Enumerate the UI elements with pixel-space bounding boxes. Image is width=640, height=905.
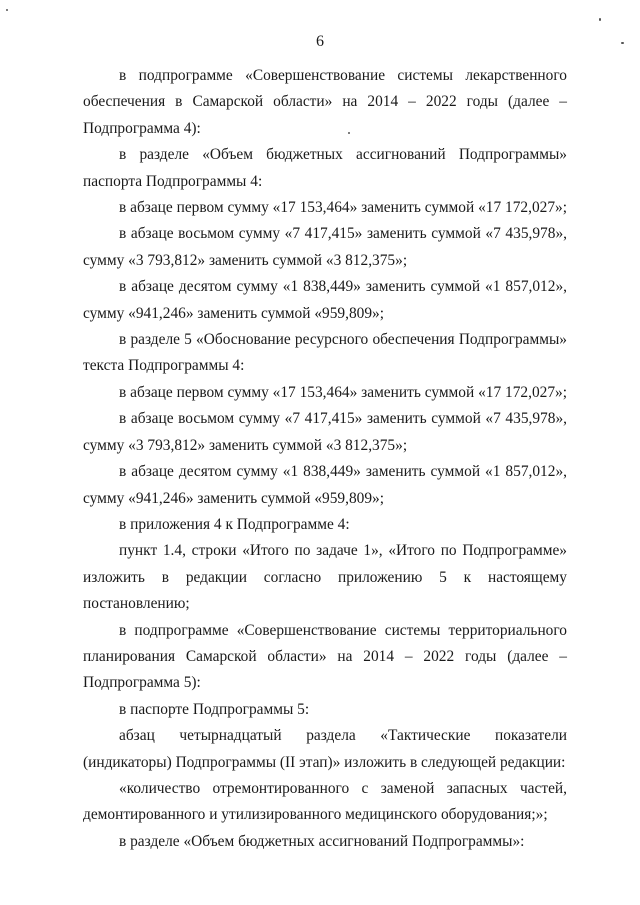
paragraph: в абзаце десятом сумму «1 838,449» заменить суммой «1 857,012», сумму «941,246» заменить суммой «959,809»; [83, 278, 567, 322]
scan-speck [6, 9, 8, 11]
paragraph: в абзаце первом сумму «17 153,464» заменить суммой «17 172,027»; [119, 383, 568, 401]
paragraph: в подпрограмме «Совершенствование системы территориального планирования Самарской области» на 2014 – 2022 годы (далее – Подпрограмма 5): [83, 621, 567, 692]
paragraph: в абзаце восьмом сумму «7 417,415» заменить суммой «7 435,978», сумму «3 793,812» заменить суммой «3 812,375»; [83, 410, 567, 454]
paragraph: в разделе «Объем бюджетных ассигнований Подпрограммы» паспорта Подпрограммы 4: [83, 146, 567, 190]
paragraph: в паспорте Подпрограммы 5: [119, 700, 310, 718]
document-body [83, 63, 567, 855]
paragraph: в абзаце восьмом сумму «7 417,415» заменить суммой «7 435,978», сумму «3 793,812» заменить суммой «3 812,375»; [83, 225, 567, 269]
paragraph: в абзаце десятом сумму «1 838,449» заменить суммой «1 857,012», сумму «941,246» заменить суммой «959,809»; [83, 463, 567, 507]
paragraph: «количество отремонтированного с заменой запасных частей, демонтированного и утилизированного медицинского оборудования;»; [83, 779, 567, 824]
paragraph: в абзаце первом сумму «17 153,464» заменить суммой «17 172,027»; [119, 199, 568, 217]
page-number: 6 [316, 33, 324, 50]
paragraph: абзац четырнадцатый раздела «Тактические показатели (индикаторы) Подпрограммы (II этап)» изложить в следующей редакции: [83, 727, 567, 771]
paragraph: в разделе 5 «Обоснование ресурсного обеспечения Подпрограммы» текста Подпрограммы 4: [83, 331, 567, 375]
paragraph: в приложения 4 к Подпрограмме 4: [119, 515, 350, 533]
paragraph: в разделе «Объем бюджетных ассигнований Подпрограммы»: [119, 832, 525, 850]
scan-speck [599, 18, 601, 21]
paragraph: в подпрограмме «Совершенствование системы лекарственного обеспечения в Самарской области» на 2014 – 2022 годы (далее – Подпрограмма 4): [83, 67, 567, 137]
paragraph: пункт 1.4, строки «Итого по задаче 1», «Итого по Подпрограмме» изложить в редакции согласно приложению 5 к настоящему постановлению; [83, 542, 567, 613]
scan-speck [621, 42, 624, 44]
scan-speck [348, 132, 350, 134]
